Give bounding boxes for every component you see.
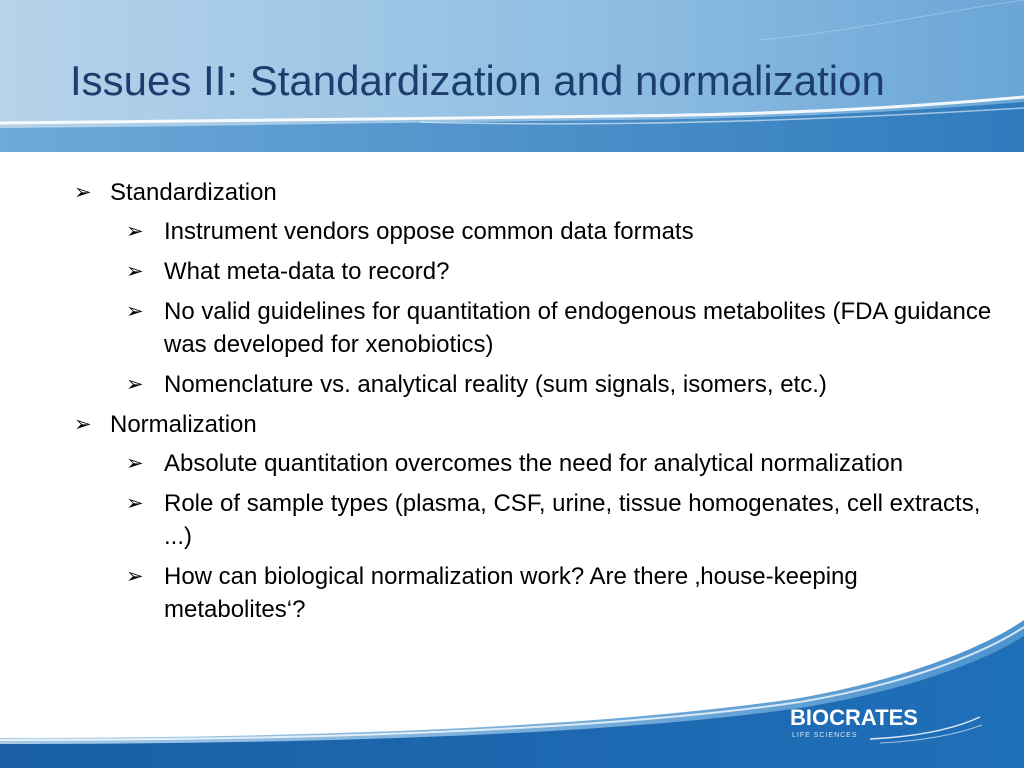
arrow-bullet-icon: ➢ — [126, 452, 144, 475]
arrow-bullet-icon: ➢ — [74, 181, 92, 204]
bullet-list — [74, 170, 994, 633]
sub-bullet-text: Instrument vendors oppose common data formats — [164, 218, 694, 245]
sub-bullet-text: No valid guidelines for quantitation of endogenous metabolites (FDA guidance was developed for xenobiotics) — [164, 298, 992, 358]
sub-bullet — [126, 255, 994, 288]
arrow-bullet-icon: ➢ — [126, 492, 144, 515]
arrow-bullet-icon: ➢ — [126, 260, 144, 283]
slide-title: Issues II: Standardization and normalization — [70, 57, 885, 104]
arrow-bullet-icon: ➢ — [126, 220, 144, 243]
logo-swoosh-icon — [790, 705, 990, 749]
logo-name: BIOCRATES — [790, 705, 918, 730]
sub-bullet-text: How can biological normalization work? Are there ‚house-keeping metabolites‘? — [164, 563, 858, 623]
bullet-standardization — [74, 176, 994, 209]
sub-bullet — [126, 487, 994, 553]
sub-bullet — [126, 295, 994, 361]
sub-bullet-text: Nomenclature vs. analytical reality (sum signals, isomers, etc.) — [164, 371, 827, 398]
biocrates-logo — [790, 705, 990, 749]
sub-bullet — [126, 368, 994, 401]
bullet-normalization — [74, 408, 994, 441]
arrow-bullet-icon: ➢ — [74, 413, 92, 436]
bullet-text: Standardization — [110, 179, 277, 206]
arrow-bullet-icon: ➢ — [126, 373, 144, 396]
sub-bullet-text: What meta-data to record? — [164, 258, 450, 285]
sub-bullet — [126, 447, 994, 480]
sub-bullet — [126, 215, 994, 248]
arrow-bullet-icon: ➢ — [126, 300, 144, 323]
arrow-bullet-icon: ➢ — [126, 565, 144, 588]
sub-bullet-text: Role of sample types (plasma, CSF, urine, tissue homogenates, cell extracts, ...) — [164, 490, 981, 550]
bullet-text: Normalization — [110, 411, 257, 438]
sub-bullet-text: Absolute quantitation overcomes the need for analytical normalization — [164, 450, 904, 477]
logo-tagline: LIFE SCIENCES — [792, 732, 858, 739]
